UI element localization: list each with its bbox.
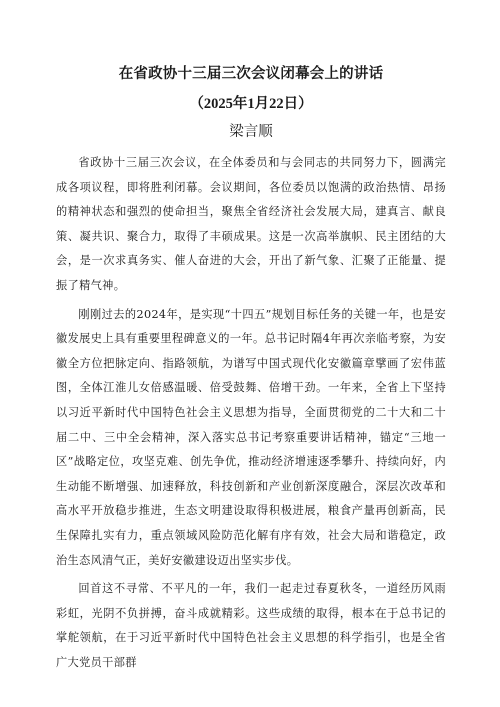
paragraph-2: 刚刚过去的2024年，是实现“十四五”规划目标任务的关键一年，也是安徽发展史上具有重要里程碑意义的一年。总书记时隔4年再次亲临考察，为安徽全方位把脉定向、指路领航，为谱写中国式现代化安徽篇章擘画了宏伟蓝图，全体江淮儿女倍感温暖、倍受鼓舞、倍增干劲。一年来，全省上下坚持以习近平新时代中国特色社会主义思想为指导，全面贯彻党的二十大和二十届二中、三中全会精神，深入落实总书记考察重要讲话精神，锚定“三地一区”战略定位，攻坚克难、创先争优，推动经济增速逐季攀升、持续向好，内生动能不断增强、加速释放，科技创新和产业创新深度融合，深层次改革和高水平开放稳步推进，生态文明建设取得积极进展，粮食产量再创新高，民生保障扎实有力，重点领域风险防范化解有序有效，社会大局和谐稳定，政治生态风清气正，美好安徽建设迈出坚实步伐。: [56, 307, 446, 567]
speech-date: （2025年1月22日）: [189, 96, 313, 112]
speech-body: [56, 151, 446, 675]
paragraph-3: 回首这不寻常、不平凡的一年，我们一起走过春夏秋冬，一道经历风雨彩虹，光阴不负拼搏，奋斗成就精彩。这些成绩的取得，根本在于总书记的掌舵领航，在于习近平新时代中国特色社会主义思想的科学指引，也是全省广大党员干部群: [56, 582, 446, 669]
speech-author: 梁言顺: [229, 124, 273, 140]
paragraph-1: 省政协十三届三次会议，在全体委员和与会同志的共同努力下，圆满完成各项议程，即将胜利闭幕。会议期间，各位委员以饱满的政治热情、昂扬的精神状态和强烈的使命担当，聚焦全省经济社会发展大局，建真言、献良策、凝共识、聚合力，取得了丰硕成果。这是一次高举旗帜、民主团结的大会，是一次求真务实、催人奋进的大会，开出了新气象、汇聚了正能量、提振了精气神。: [56, 156, 446, 292]
speech-title: 在省政协十三届三次会议闭幕会上的讲话: [118, 65, 384, 82]
